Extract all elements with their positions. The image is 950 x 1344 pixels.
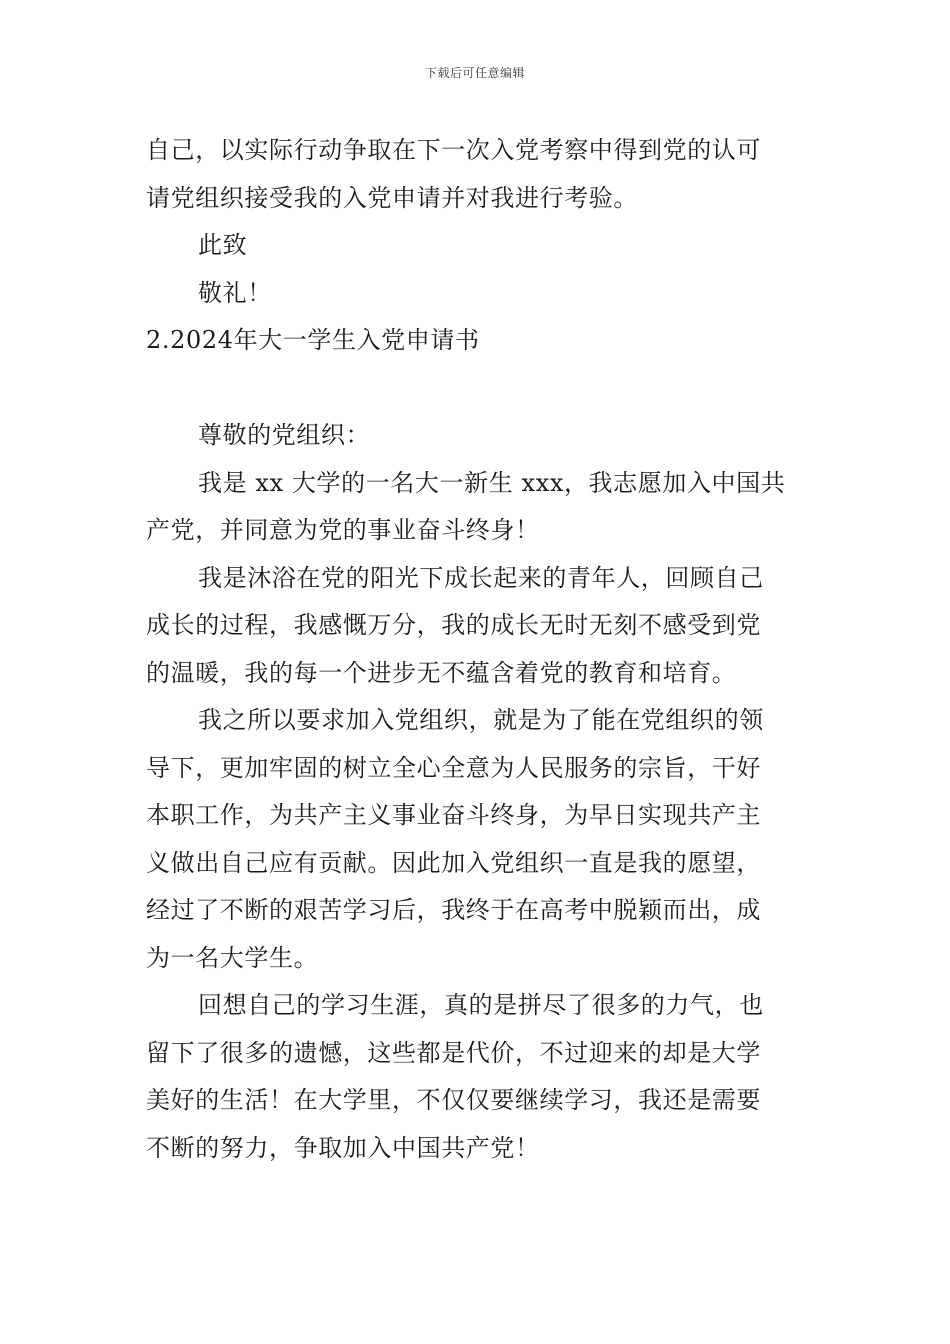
paragraph-line: 的温暖，我的每一个进步无不蕴含着党的教育和培育。 xyxy=(146,658,737,687)
paragraph-line: 留下了很多的遗憾，这些都是代价，不过迎来的却是大学 xyxy=(146,1038,761,1067)
paragraph-line: 不断的努力，争取加入中国共产党！ xyxy=(146,1133,540,1162)
paragraph-line: 为一名大学生。 xyxy=(146,943,319,972)
paragraph-line: 美好的生活！在大学里，不仅仅要继续学习，我还是需要 xyxy=(146,1086,761,1114)
paragraph-line: 我之所以要求加入党组织，就是为了能在党组织的领 xyxy=(198,706,764,734)
paragraph-line: 产党，并同意为党的事业奋斗终身！ xyxy=(146,516,540,544)
section-title: 2.2024年大一学生入党申请书 xyxy=(146,326,480,354)
document-body xyxy=(146,127,806,1172)
paragraph-line: 我是 xx 大学的一名大一新生 xxx，我志愿加入中国共 xyxy=(198,468,786,497)
blank-line xyxy=(146,365,806,413)
paragraph-line: 自己，以实际行动争取在下一次入党考察中得到党的认可 xyxy=(146,136,761,164)
paragraph-line: 成长的过程，我感慨万分，我的成长无时无刻不感受到党 xyxy=(146,611,761,639)
closing-regards: 敬礼！ xyxy=(198,278,272,307)
paragraph-line: 经过了不断的艰苦学习后，我终于在高考中脱颖而出，成 xyxy=(146,896,761,924)
closing-salutation: 此致 xyxy=(198,231,248,259)
paragraph-line: 我是沐浴在党的阳光下成长起来的青年人，回顾自己 xyxy=(198,563,764,592)
greeting: 尊敬的党组织： xyxy=(198,421,371,449)
paragraph-line: 导下，更加牢固的树立全心全意为人民服务的宗旨，干好 xyxy=(146,753,761,782)
paragraph-line: 请党组织接受我的入党申请并对我进行考验。 xyxy=(146,183,638,212)
paragraph-line: 义做出自己应有贡献。因此加入党组织一直是我的愿望， xyxy=(146,848,761,877)
paragraph-line: 回想自己的学习生涯，真的是拼尽了很多的力气，也 xyxy=(198,991,764,1019)
page-header: 下载后可任意编辑 xyxy=(424,66,525,80)
paragraph-line: 本职工作，为共产主义事业奋斗终身，为早日实现共产主 xyxy=(146,801,761,829)
